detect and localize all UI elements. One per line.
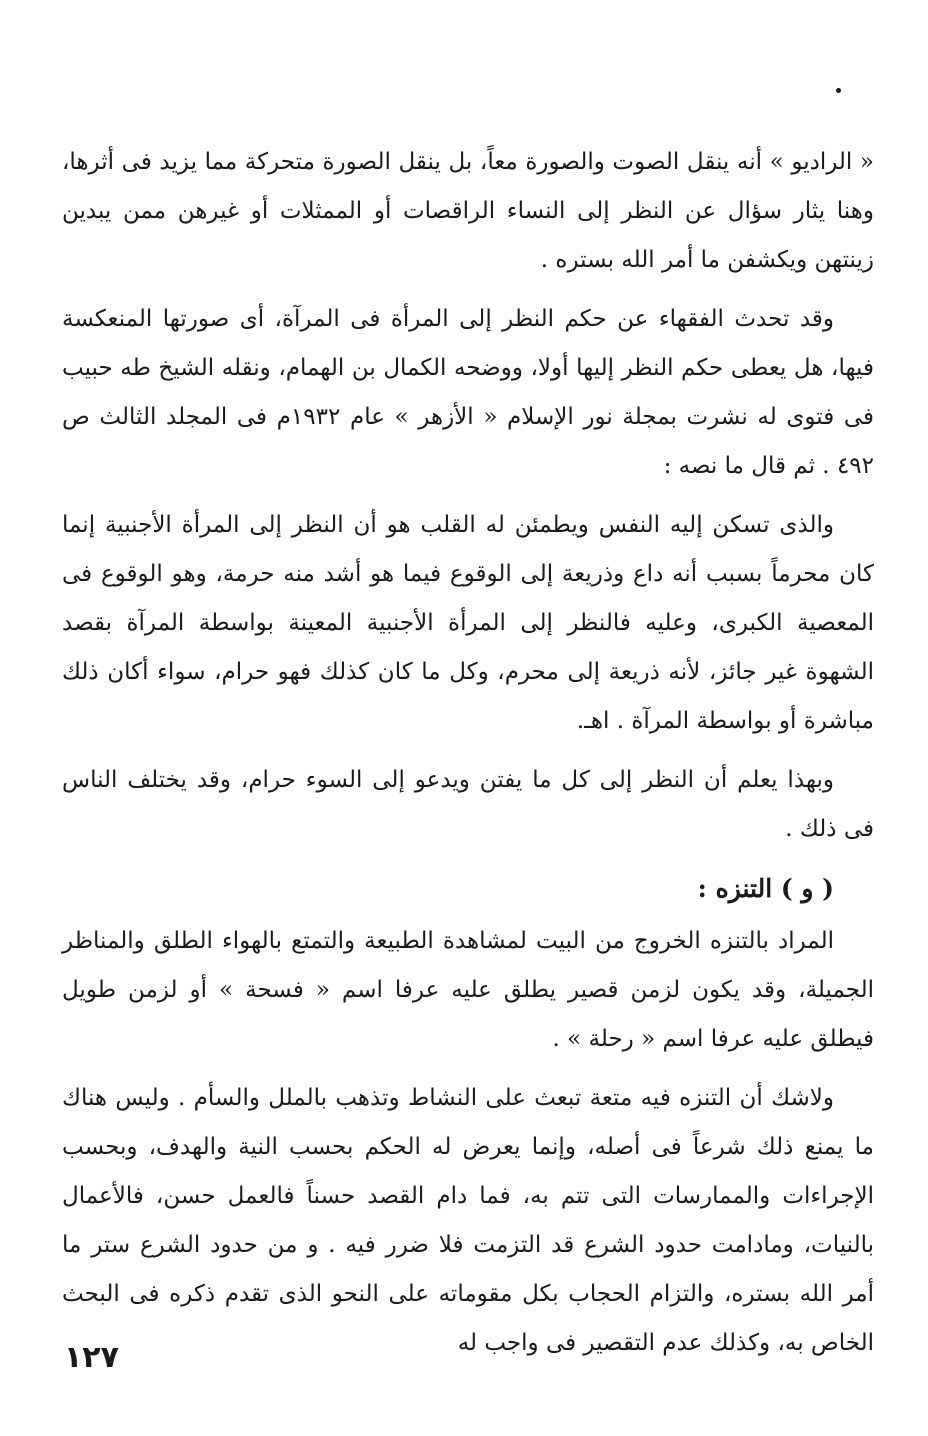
paragraph-outing-ruling: ولاشك أن التنزه فيه متعة تبعث على النشاط وتذهب بالملل والسأم . وليس هناك ما يمنع ذلك شرعاً فى أصله، وإنما يعرض له الحكم بحسب النية والهدف، وبحسب الإجراءات والممارسات التى تتم به، فما دام القصد حسناً فالعمل حسن، فالأعمال بالنيات، ومادامت حدود الشرع قد التزمت فلا ضرر فيه . و من حدود الشرع ستر ما أمر الله بستره، والتزام الحجاب بكل مقوماته على النحو الذى تقدم ذكره فى البحث الخاص به، وكذلك عدم التقصير فى واجب له [62,1085,874,1356]
paragraph-quoted-fatwa: والذى تسكن إليه النفس ويطمئن له القلب هو أن النظر إلى المرأة الأجنبية إنما كان محرماً بسبب أنه داع وذريعة إلى الوقوع فيما هو أشد منه حرمة، وهو الوقوع فى المعصية الكبرى، وعليه فالنظر إلى المرأة الأجنبية المعينة بواسطة المرآة بقصد الشهوة غير جائز، لأنه ذريعة إلى محرم، وكل ما كان كذلك فهو حرام، سواء أكان ذلك مباشرة أو بواسطة المرآة . اهـ. [62,512,874,734]
paragraph-mirror-ruling: وقد تحدث الفقهاء عن حكم النظر إلى المرأة فى المرآة، أى صورتها المنعكسة فيها، هل يعطى حكم النظر إليها أولا، ووضحه الكمال بن الهمام، ونقله الشيخ طه حبيب فى فتوى له نشرت بمجلة نور الإسلام « الأزهر » عام ١٩٣٢م فى المجلد الثالث ص ٤٩٢ . ثم قال ما نصه : [62,306,875,479]
page-body [62,80,874,1410]
paragraph-conclusion: وبهذا يعلم أن النظر إلى كل ما يفتن ويدعو إلى السوء حرام، وقد يختلف الناس فى ذلك . [62,767,874,842]
section-heading-outing: ( و ) التنزه : [697,874,834,903]
page-number: ١٢٧ [64,1340,119,1375]
paragraph-radio: « الراديو » أنه ينقل الصوت والصورة معاً، بل ينقل الصورة متحركة مما يزيد فى أثرها، وهنا يثار سؤال عن النظر إلى النساء الراقصات أو الممثلات أو غيرهن ممن يبدين زينتهن ويكشفن ما أمر الله بستره . [62,149,874,273]
paragraph-outing-definition: المراد بالتنزه الخروج من البيت لمشاهدة الطبيعة والتمتع بالهواء الطلق والمناظر الجميلة، وقد يكون لزمن قصير يطلق عليه عرفا اسم « فسحة » أو لزمن طويل فيطلق عليه عرفا اسم « رحلة » . [62,928,874,1052]
